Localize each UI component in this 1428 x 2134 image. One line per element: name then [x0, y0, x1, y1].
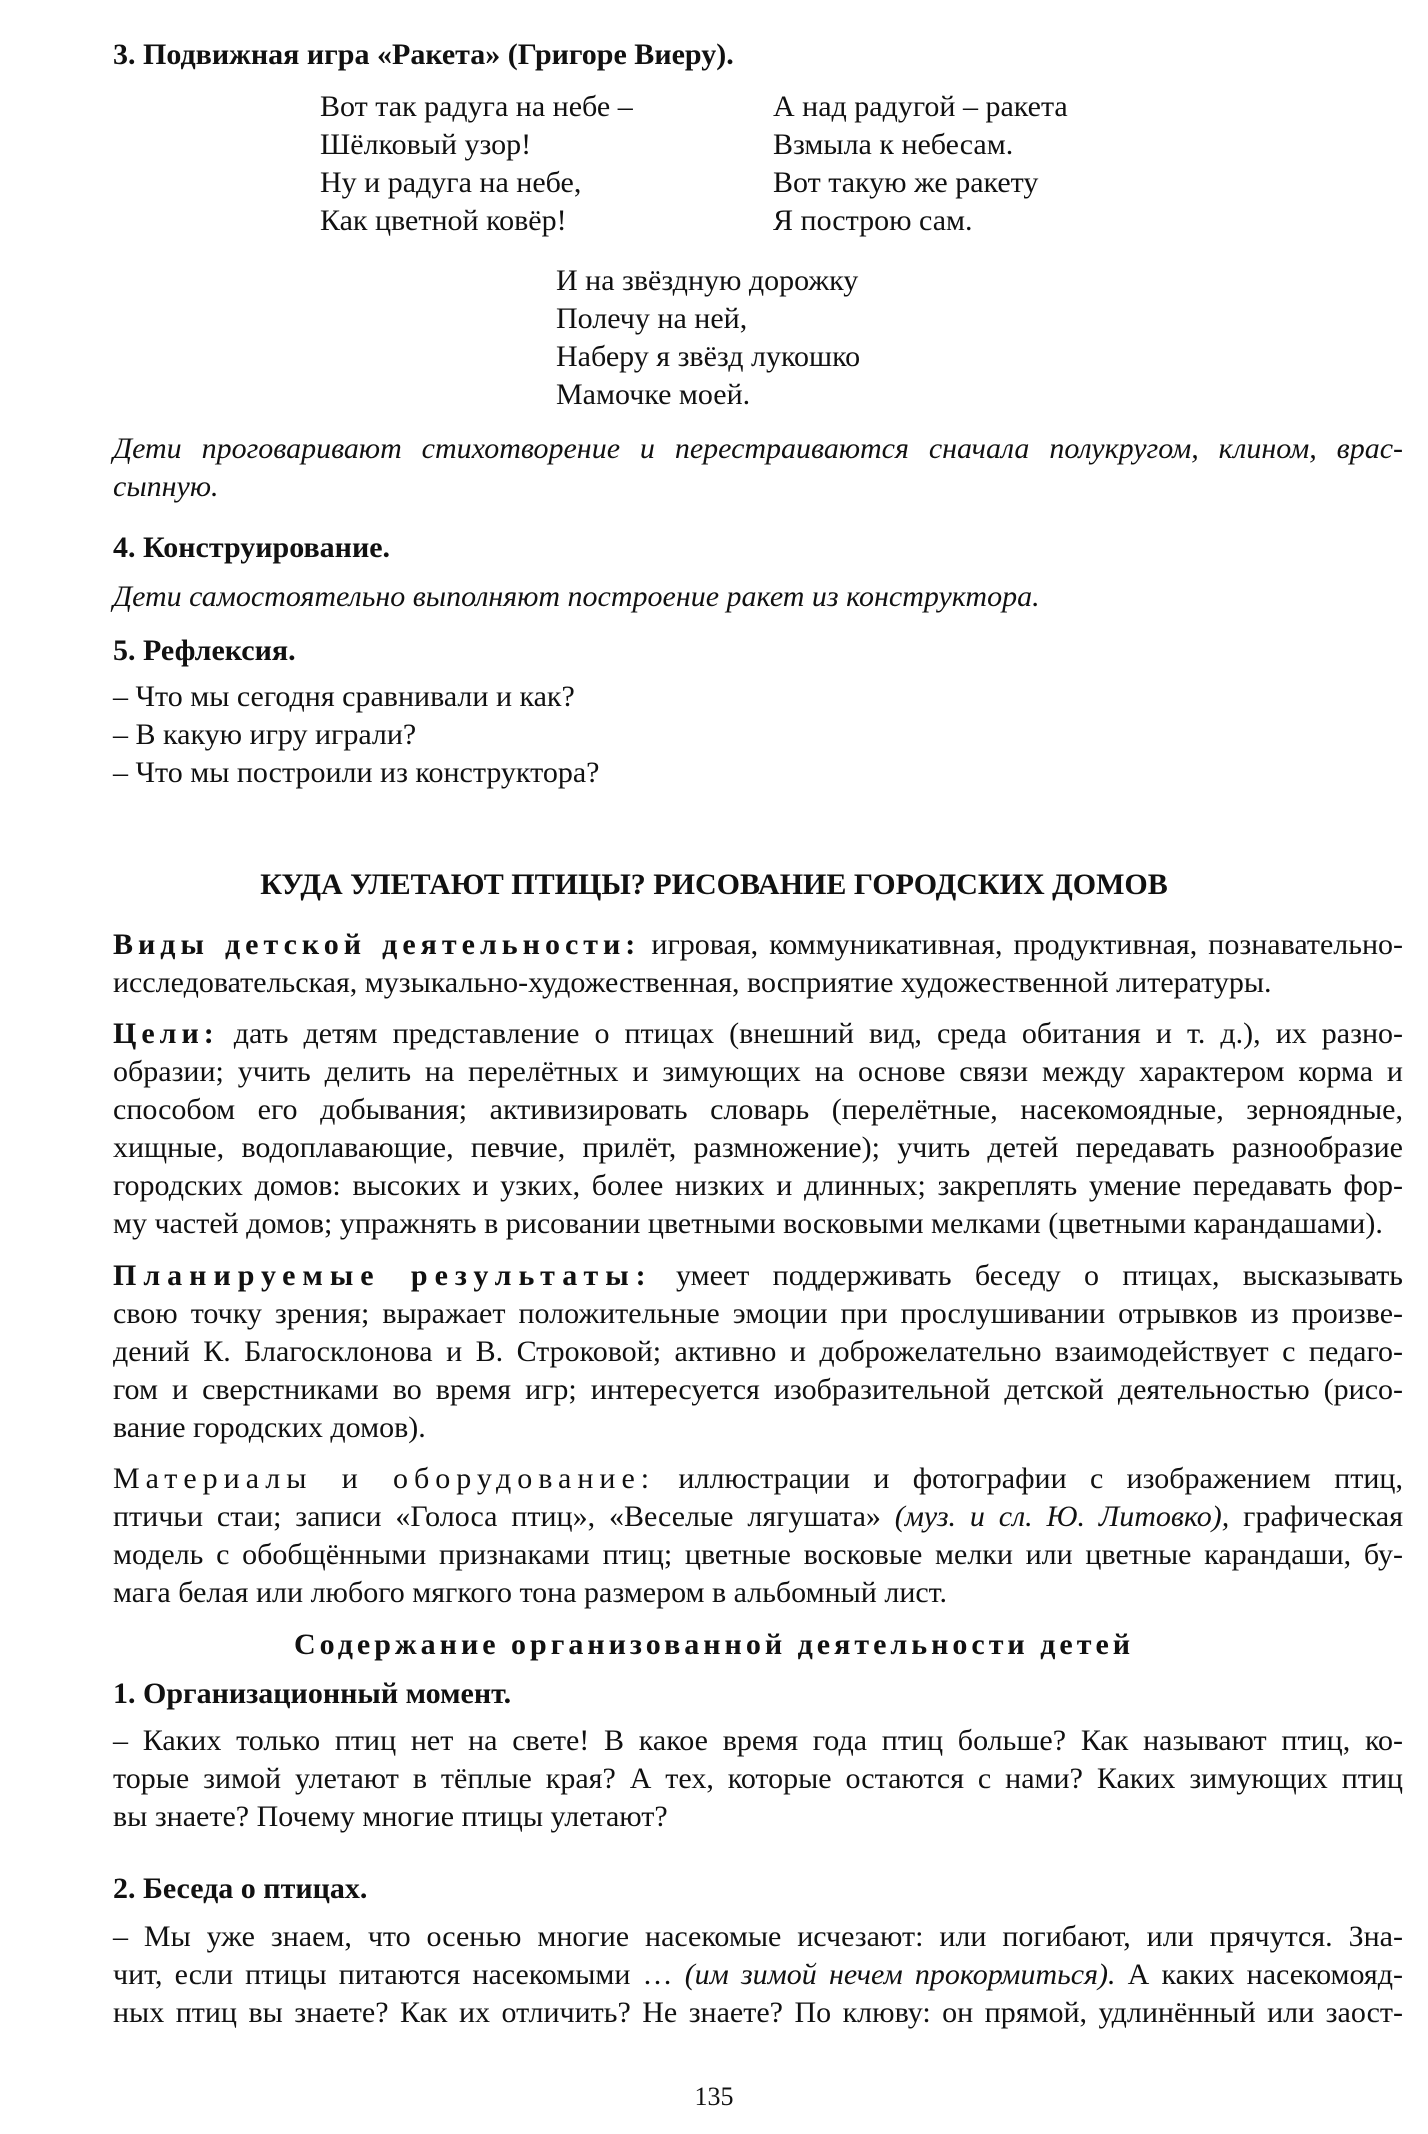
goals-line: способом его добывания; активизировать словарь (перелётные, насекомоядные, зерноядные,: [113, 1093, 1403, 1126]
activities-label: Виды детской деятельности:: [113, 928, 641, 961]
poem-line: Я построю сам.: [773, 204, 973, 237]
activities-line: исследовательская, музыкально-художественная, восприятие художественной литературы.: [113, 966, 1272, 999]
step-2-line: – Мы уже знаем, что осенью многие насекомые исчезают: или погибают, или прячутся. Зна-: [113, 1920, 1403, 1953]
reflection-questions: [113, 678, 599, 792]
activities-paragraph: [113, 926, 1403, 1002]
poem-line: Как цветной ковёр!: [320, 204, 567, 237]
section-3-heading: 3. Подвижная игра «Ракета» (Григоре Виеру).: [113, 38, 734, 71]
materials-text: иллюстрации и фотографии с изображением птиц,: [655, 1462, 1403, 1495]
poem-line: Вот так радуга на небе –: [320, 90, 633, 123]
step-2-line: [113, 1956, 1403, 1994]
poem-line: И на звёздную дорожку: [556, 264, 859, 297]
results-line: вание городских домов).: [113, 1411, 426, 1444]
goals-label: Цели:: [113, 1017, 219, 1050]
goals-line: му частей домов; упражнять в рисовании цветными восковыми мелками (цветными карандашами).: [113, 1207, 1383, 1240]
content-heading: Содержание организованной деятельности детей: [293, 1628, 1135, 1661]
step-1-paragraph: [113, 1722, 1403, 1836]
results-text: умеет поддерживать беседу о птицах, высказывать: [652, 1259, 1403, 1292]
materials-line: [113, 1498, 1403, 1536]
page-number: 135: [694, 2082, 734, 2111]
poem-line: Шёлковый узор!: [320, 128, 532, 161]
goals-line: образии; учить делить на перелётных и зимующих на основе связи между характером корма и: [113, 1055, 1403, 1088]
poem-line: А над радугой – ракета: [773, 90, 1068, 123]
step-1-heading: 1. Организационный момент.: [113, 1677, 512, 1710]
step-2-answer: (им зимой нечем прокормиться).: [684, 1958, 1116, 1991]
goals-line: хищные, водоплавающие, певчие, прилёт, размножение); учить детей передавать разнообразие: [113, 1131, 1403, 1164]
poem-left-stanza: [320, 88, 633, 240]
instruction-line: сыпную.: [113, 470, 219, 503]
goals-paragraph: [113, 1015, 1403, 1243]
goals-line: городских домов: высоких и узких, более низких и длинных; закреплять умение передавать фор-: [113, 1169, 1403, 1202]
activities-text: игровая, коммуникативная, продуктивная, познавательно-: [640, 928, 1403, 961]
materials-label: Материалы и оборудование:: [113, 1462, 656, 1495]
results-line: дений К. Благосклонова и В. Строковой; активно и доброжелательно взаимодействует с педаго-: [113, 1335, 1403, 1368]
results-label: Планируемые результаты:: [113, 1259, 653, 1292]
step-2-heading: 2. Беседа о птицах.: [113, 1872, 368, 1905]
goals-line: [113, 1015, 1403, 1053]
instruction-line: Дети проговаривают стихотворение и перестраиваются сначала полукругом, клином, врас-: [113, 432, 1403, 465]
results-line: [113, 1257, 1403, 1295]
step-1-line: – Каких только птиц нет на свете! В какое время года птиц больше? Как называют птиц, ко-: [113, 1724, 1403, 1757]
step-2-text: А каких насекомояд-: [1115, 1958, 1403, 1991]
poem-line: Ну и радуга на небе,: [320, 166, 582, 199]
goals-text: дать детям представление о птицах (внешний вид, среда обитания и т. д.), их разно-: [218, 1017, 1403, 1050]
poem-line: Мамочке моей.: [556, 378, 751, 411]
poem-line: Полечу на ней,: [556, 302, 748, 335]
poem-center-stanza: [556, 262, 860, 414]
materials-paragraph: [113, 1460, 1403, 1612]
step-2-line: ных птиц вы знаете? Как их отличить? Не знаете? По клюву: он прямой, удлинённый или заост-: [113, 1996, 1403, 2029]
materials-text: птичьи стаи; записи «Голоса птиц», «Веселые лягушата»: [113, 1500, 895, 1533]
question-item: – В какую игру играли?: [113, 718, 417, 751]
materials-text: графическая: [1229, 1500, 1403, 1533]
activities-line: [113, 926, 1403, 964]
step-2-paragraph: [113, 1918, 1403, 2032]
step-1-line: торые зимой улетают в тёплые края? А тех, которые остаются с нами? Каких зимующих птиц: [113, 1762, 1403, 1795]
step-1-line: вы знаете? Почему многие птицы улетают?: [113, 1800, 668, 1833]
results-line: гом и сверстниками во время игр; интересуется изобразительной детской деятельностью (рисо-: [113, 1373, 1403, 1406]
poem-line: Взмыла к небесам.: [773, 128, 1014, 161]
section-4-heading: 4. Конструирование.: [113, 531, 391, 564]
poem-line: Вот такую же ракету: [773, 166, 1039, 199]
section-4-text: Дети самостоятельно выполняют построение ракет из конструктора.: [113, 580, 1040, 613]
materials-line: мага белая или любого мягкого тона размером в альбомный лист.: [113, 1576, 948, 1609]
results-paragraph: [113, 1257, 1403, 1447]
results-line: свою точку зрения; выражает положительные эмоции при прослушивании отрывков из произве-: [113, 1297, 1403, 1330]
materials-line: [113, 1460, 1403, 1498]
lesson-title: КУДА УЛЕТАЮТ ПТИЦЫ? РИСОВАНИЕ ГОРОДСКИХ ДОМОВ: [260, 868, 1168, 901]
step-2-text: чит, если птицы питаются насекомыми …: [113, 1958, 685, 1991]
materials-credit: (муз. и сл. Ю. Литовко),: [894, 1500, 1230, 1533]
game-instruction: [113, 430, 1403, 506]
question-item: – Что мы построили из конструктора?: [113, 756, 600, 789]
question-item: – Что мы сегодня сравнивали и как?: [113, 680, 575, 713]
materials-line: модель с обобщёнными признаками птиц; цветные восковые мелки или цветные карандаши, бу-: [113, 1538, 1403, 1571]
poem-right-stanza: [773, 88, 1068, 240]
poem-line: Наберу я звёзд лукошко: [556, 340, 861, 373]
section-5-heading: 5. Рефлексия.: [113, 634, 296, 667]
